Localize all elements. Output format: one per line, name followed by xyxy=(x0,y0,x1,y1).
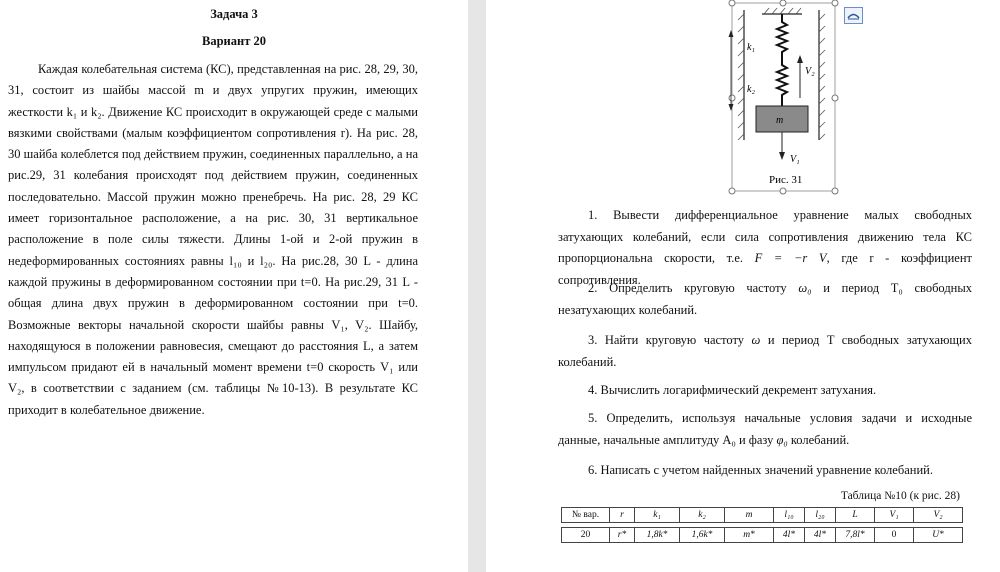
header-cell: m xyxy=(725,508,774,523)
variant-title: Вариант 20 xyxy=(202,34,266,48)
label-m: m xyxy=(776,115,784,126)
resize-handle[interactable] xyxy=(832,95,838,101)
header-cell: k₂ xyxy=(680,508,725,523)
table-cell: r* xyxy=(610,528,635,543)
table-cell: 7,8l* xyxy=(836,528,875,543)
task-text: колебаний. xyxy=(790,432,850,447)
task-text: , где r - коэффициент сопротивления. xyxy=(558,251,972,287)
layout-options-button[interactable] xyxy=(844,7,863,24)
task-item xyxy=(558,460,972,482)
arrow-head-icon xyxy=(779,152,785,160)
task-text: 4. Вычислить логарифмический декремент затухания. xyxy=(588,383,877,397)
arrow-head-icon xyxy=(729,104,734,111)
task-formula: φ₀ xyxy=(776,432,788,447)
header-cell: l₂₀ xyxy=(805,508,836,523)
header-cell: r xyxy=(610,508,635,523)
arrow-head-icon xyxy=(797,55,803,63)
task-title: Задача 3 xyxy=(210,7,258,21)
label-v1: V₁ xyxy=(790,154,800,165)
header-cell: V₁ xyxy=(875,508,914,523)
resize-handle[interactable] xyxy=(832,0,838,6)
task-text: 3. Найти круговую частоту xyxy=(588,333,745,347)
figure-rис-31 xyxy=(724,0,854,196)
figure-caption: Рис. 31 xyxy=(769,174,803,186)
spring-k2 xyxy=(777,58,787,106)
table-cell: U* xyxy=(914,528,963,543)
task-item xyxy=(558,380,972,402)
table-cell: 1,8k* xyxy=(635,528,680,543)
left-page xyxy=(0,0,468,572)
task-item xyxy=(558,330,972,373)
label-k1: k₁ xyxy=(747,42,755,53)
table-cell: 4l* xyxy=(774,528,805,543)
layout-options-icon xyxy=(845,8,862,23)
table-caption: Таблица №10 (к рис. 28) xyxy=(840,490,960,502)
table-row xyxy=(562,528,963,543)
task-formula: ω xyxy=(751,333,761,347)
table-cell: m* xyxy=(725,528,774,543)
task-text: и период T свободных затухающих колебаний. xyxy=(558,333,973,369)
table-header-row xyxy=(562,508,963,523)
task-text: 5. Определить, используя начальные условия задачи и исходные данные, начальные амплитуду A₀ и фазу xyxy=(558,411,972,447)
task-item xyxy=(558,408,972,451)
label-k2: k₂ xyxy=(747,84,755,95)
resize-handle[interactable] xyxy=(729,188,735,194)
table-cell: 4l* xyxy=(805,528,836,543)
resize-handle[interactable] xyxy=(729,95,735,101)
right-page xyxy=(486,0,1000,572)
label-v2: V₂ xyxy=(805,66,815,77)
task-text: и период T₀ свободных незатухающих колебаний. xyxy=(558,281,973,317)
task-item xyxy=(558,278,972,321)
problem-paragraph: Каждая колебательная система (КС), представленная на рис. 28, 29, 30, 31, состоит из шайбы массой m и двух упругих пружин, имеющих жесткости k₁ и k₂. Движение КС происходит в окружающей среде с малыми вязкими свойствами (малым коэффициентом сопротивления r). На рис. 28, 30 шайба колеблется под действием пружин, соединенных параллельно, а на рис.29, 31 колебания происходят под действием пружин, соединенных последовательно. Массой пружин можно пренебречь. На рис. 28, 29 КС имеет горизонтальное расположение, а на рис. 30, 31 вертикальное расположение в поле силы тяжести. Длины 1-ой и 2-ой пружин в недеформированных состояниях равны l₁₀ и l₂₀. На рис.28, 30 L - длина каждой пружины в деформированном состоянии при t=0. На рис.29, 31 L - общая длина двух пружин в деформированном состоянии при t=0. Возможные векторы начальной скорости шайбы равны V₁, V₂. Шайбу, находящуюся в положении равновесия, смещают до расстояния L, а затем импульсом придают ей в начальный момент времени t=0 скорость V₁ или V₂, в соответствии с заданием (см. таблицы №10-13). В результате КС приходит в колебательное движение. xyxy=(8,62,418,417)
ceiling-hatching xyxy=(764,8,801,14)
header-cell: L xyxy=(836,508,875,523)
resize-handle[interactable] xyxy=(780,188,786,194)
task-formula: F = −r V xyxy=(754,251,827,265)
table-cell: 20 xyxy=(562,528,610,543)
task-text: 6. Написать с учетом найденных значений уравнение колебаний. xyxy=(588,463,933,477)
resize-handle[interactable] xyxy=(832,188,838,194)
task-formula: ω₀ xyxy=(798,281,812,295)
resize-handle[interactable] xyxy=(729,0,735,6)
header-cell: k₁ xyxy=(635,508,680,523)
arrow-head-icon xyxy=(729,30,734,37)
resize-handle[interactable] xyxy=(780,0,786,6)
data-table xyxy=(561,507,963,543)
header-cell: l₁₀ xyxy=(774,508,805,523)
task-text: 1. Вывести дифференциальное уравнение малых свободных затухающих колебаний, если сила сопротивления движению тела КС пропорциональна скорости, т.е. xyxy=(558,208,972,265)
header-cell: № вар. xyxy=(562,508,610,523)
table-cell: 0 xyxy=(875,528,914,543)
header-cell: V₂ xyxy=(914,508,963,523)
table-cell: 1,6k* xyxy=(680,528,725,543)
spring-k1 xyxy=(777,14,787,58)
task-text: 2. Определить круговую частоту xyxy=(588,281,787,295)
